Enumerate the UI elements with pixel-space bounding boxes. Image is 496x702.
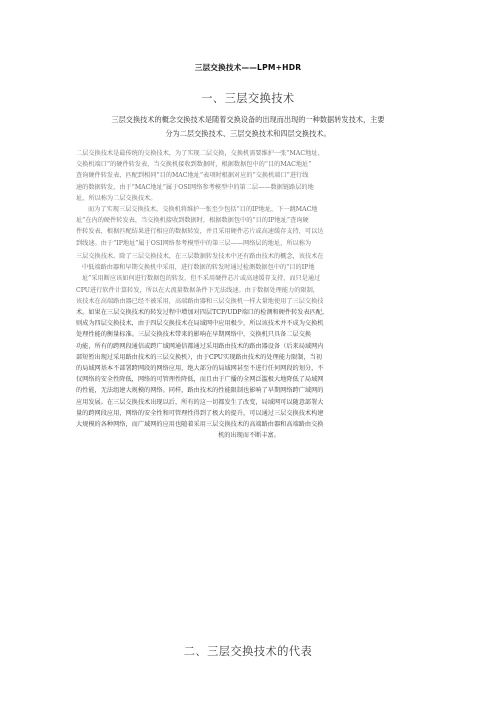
lead-line: 三层交换技术的概念交换技术是随着交换设备的出现而出现的一种数据转发技术，主要 <box>111 115 385 124</box>
lead-paragraph <box>74 113 422 141</box>
paragraph-line: 址，所以称为二层交换技术。 <box>76 194 157 202</box>
paragraph-line: 功能，所有的跨网段通信或跨广域网通信都通过采用路由技术的路由器设备（后来局域网内 <box>76 342 324 350</box>
paragraph-line: 处理性能的衡量标准。三层交换技术带来的影响在早期网络中，交换机只具备二层交换 <box>76 331 312 339</box>
paragraph-line: 大规模的各种网络，而广域网的应用也随着采用三层交换技术的高端路由器和高端路由交换 <box>76 421 324 429</box>
paragraph-line: 应用发展。在三层交换技术出现以后，所有的这一切都发生了改变，局域网可以随意部署大 <box>76 398 324 406</box>
paragraph-line: 交换机端口”的硬件转发表，当交换机接收到数据时，根据数据包中的“目的MAC地址” <box>76 161 312 169</box>
paragraph-line dark: 该技术在高端路由器已经不被采用，高端路由器和三层交换机一样大量地使用了三层交换技 <box>76 297 324 305</box>
paragraph-line: 而为了实现三层交换技术，交换机将维护一张至少包括“目的IP地址，下一跳MAC地 <box>88 206 318 214</box>
paragraph-line: 址”在内的硬件转发表，当交换机接收到数据时，根据数据包中的“目的IP地址”查询硬 <box>76 217 309 225</box>
paragraph-line: 到线速。由于“IP地址”属于OSI网络参考模型中的第三层——网络层的地址，所以称为 <box>76 239 312 247</box>
paragraph-line: 的局域网基本不部署跨网段的网络应用，绝大部分的局域网甚至不进行任何网段的划分，不 <box>76 365 324 373</box>
section-heading-1: 一、三层交换技术 <box>201 92 295 105</box>
paragraph-line: 中低端路由器和早期交换机中采用，进行数据的转发时通过检测数据包中的“目的IP地 <box>82 264 315 272</box>
paragraph-line: 查询硬件转发表，匹配到相同“目的MAC地址”表项时根据对应的“交换机端口”进行线 <box>76 172 309 180</box>
body-paragraph-2 <box>76 251 422 441</box>
paragraph-line: 机的出现而不断丰富。 <box>218 432 280 440</box>
paragraph-line: 件转发表，根据匹配结果进行相应的数据转发，并且采用硬件芯片或高速缓存支持，可以达 <box>76 228 324 236</box>
document-title: 三层交换技术——LPM+HDR <box>194 63 302 72</box>
paragraph-line: 术。如果在三层交换技术的转发过程中增加对四层TCP/UDP端口的检测和硬件转发表匹配， <box>76 309 329 317</box>
paragraph-line: 仅网络的安全性降低，网络的可管理性降低，而且由于广播的全网泛滥极大地降低了局域网 <box>76 376 324 384</box>
paragraph-line: 址”采用断应该如何进行数据包的转发，但不采用硬件芯片或高速缓存支持，而只是通过 <box>82 275 321 283</box>
paragraph-line: CPU进行软件计算转发，所以在大流量数据条件下无法线速。由于数据处理能力的限制， <box>76 286 319 294</box>
paragraph-line: 的性能，无法组建大规模的网络。同样，路由技术的性能限制也影响了早期网络跨广域网的 <box>76 387 324 395</box>
paragraph-line: 二层交换技术是最传统的交换技术，为了实现二层交换，交换机需要维护一张“MAC地址、 <box>76 150 324 157</box>
paragraph-line: 部短暂出现过采用路由技术的三层交换机），由于CPU实现路由技术的处理能力限制，当初 <box>76 353 323 361</box>
body-paragraph-1 <box>76 148 422 249</box>
paragraph-line: 三层交换技术。除了三层交换技术，在三层数据转发技术中还有路由技术的概念，该技术在 <box>76 253 324 260</box>
lead-line: 分为二层交换技术、三层交换技术和四层交换技术。 <box>165 129 331 139</box>
paragraph-line: 则成为四层交换技术，由于四层交换技术在局域网中应用极少，所以该技术并不成为交换机 <box>76 320 324 328</box>
paragraph-line: 量的跨网段应用，网络的安全性和可管理性得到了极大的提升，可以通过三层交换技术构建 <box>76 409 324 417</box>
section-heading-2: 二、三层交换技术的代表 <box>183 645 313 658</box>
paragraph-line: 速的数据转发，由于“MAC地址”属于OSI网络参考模型中的第二层——数据链路层的地 <box>76 183 314 191</box>
